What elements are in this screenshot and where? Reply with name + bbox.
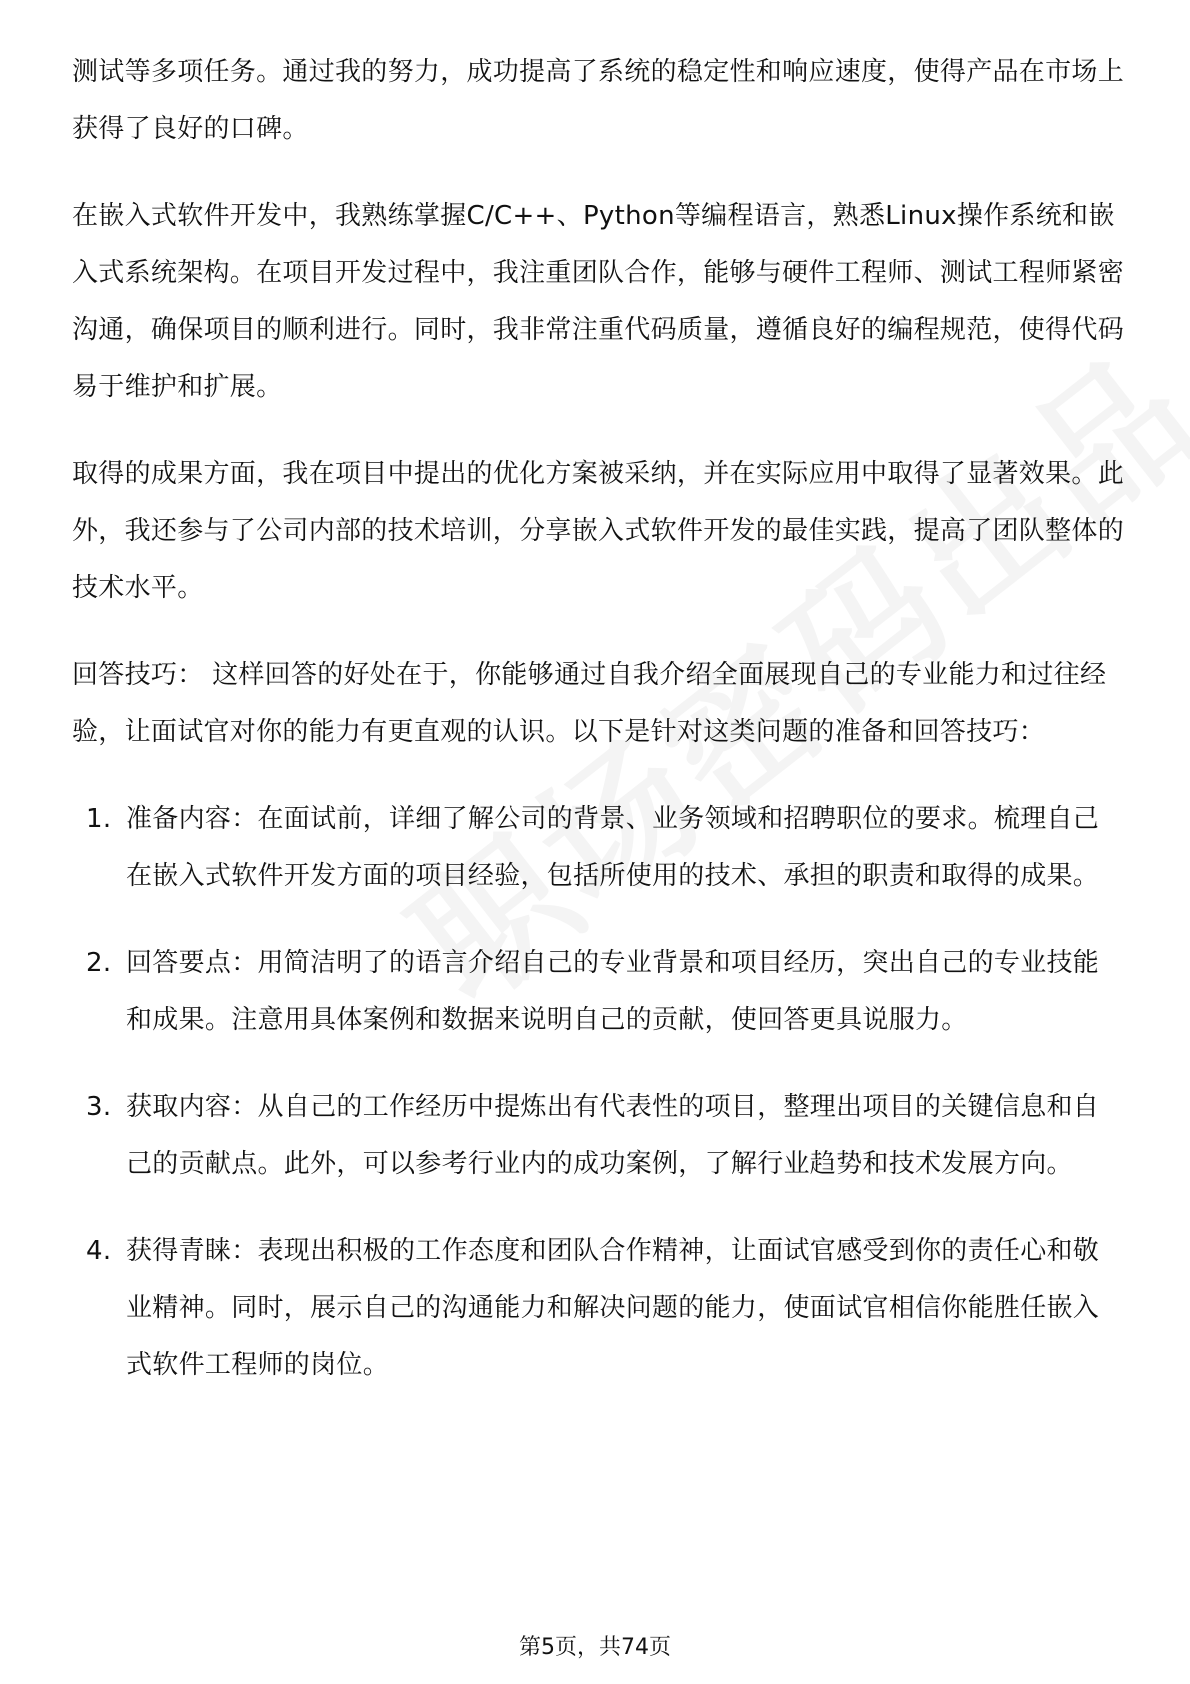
page-number: 第5页，共74页	[519, 1635, 671, 1660]
paragraph-answer-tips: 回答技巧： 这样回答的好处在于，你能够通过自我介绍全面展现自己的专业能力和过往经验，让面试官对你的能力有更直观的认识。以下是针对这类问题的准备和回答技巧：	[72, 660, 1107, 747]
list-item	[72, 791, 1124, 905]
list-item-number: 2.	[86, 948, 112, 978]
list-item	[72, 935, 1124, 1049]
list-item-number: 3.	[86, 1092, 112, 1122]
paragraph-skills: 在嵌入式软件开发中，我熟练掌握C/C++、Python等编程语言，熟悉Linux操作系统和嵌入式系统架构。在项目开发过程中，我注重团队合作，能够与硬件工程师、测试工程师紧密沟通，确保项目的顺利进行。同时，我非常注重代码质量，遵循良好的编程规范，使得代码易于维护和扩展。	[72, 201, 1125, 402]
list-item-text: 获得青睐：表现出积极的工作态度和团队合作精神，让面试官感受到你的责任心和敬业精神。同时，展示自己的沟通能力和解决问题的能力，使面试官相信你能胜任嵌入式软件工程师的岗位。	[126, 1236, 1100, 1380]
list-item-number: 1.	[86, 804, 112, 834]
paragraph-achievements: 取得的成果方面，我在项目中提出的优化方案被采纳，并在实际应用中取得了显著效果。此外，我还参与了公司内部的技术培训，分享嵌入式软件开发的最佳实践，提高了团队整体的技术水平。	[72, 459, 1125, 603]
page-body	[72, 44, 1124, 1424]
list-item	[72, 1079, 1124, 1193]
list-item	[72, 1223, 1124, 1394]
list-item-text: 获取内容：从自己的工作经历中提炼出有代表性的项目，整理出项目的关键信息和自己的贡献点。此外，可以参考行业内的成功案例，了解行业趋势和技术发展方向。	[126, 1092, 1100, 1179]
tips-list	[72, 791, 1124, 1394]
list-item-number: 4.	[86, 1236, 112, 1266]
paragraph-continued: 测试等多项任务。通过我的努力，成功提高了系统的稳定性和响应速度，使得产品在市场上获得了良好的口碑。	[72, 57, 1125, 144]
list-item-text: 准备内容：在面试前，详细了解公司的背景、业务领域和招聘职位的要求。梳理自己在嵌入式软件开发方面的项目经验，包括所使用的技术、承担的职责和取得的成果。	[126, 804, 1100, 891]
list-item-text: 回答要点：用简洁明了的语言介绍自己的专业背景和项目经历，突出自己的专业技能和成果。注意用具体案例和数据来说明自己的贡献，使回答更具说服力。	[126, 948, 1100, 1035]
